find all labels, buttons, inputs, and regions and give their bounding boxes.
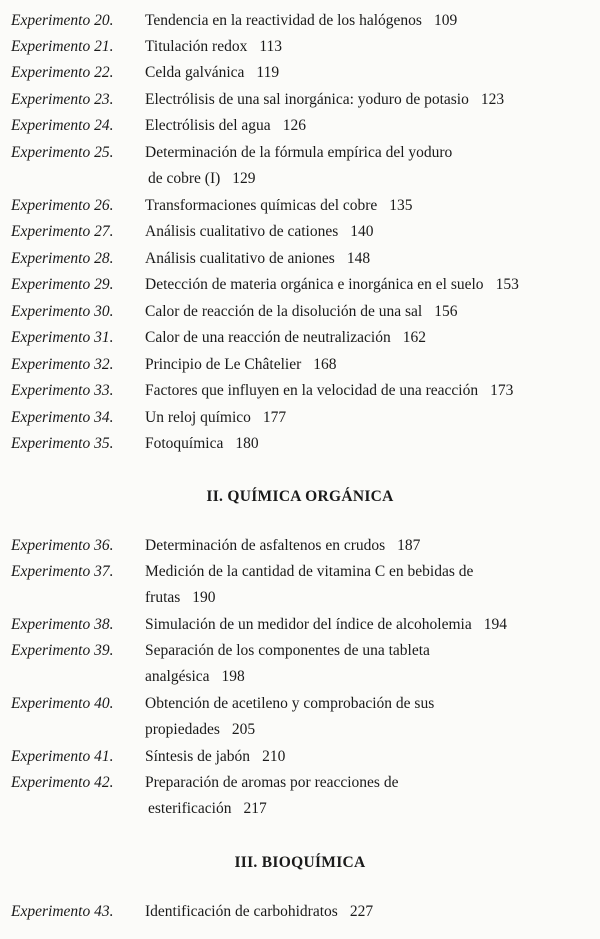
experiment-title: Principio de Le Châtelier 168 [145, 356, 337, 373]
page-number: 156 [434, 303, 458, 320]
experiment-label: Experimento 41. [11, 748, 114, 765]
experiment-label: Experimento 35. [11, 435, 114, 452]
page-number: 148 [346, 250, 371, 267]
experiment-label: Experimento 22. [11, 64, 114, 81]
experiment-label: Experimento 32. [11, 356, 114, 373]
experiment-label: Experimento 43. [11, 903, 114, 920]
page-number: 123 [480, 91, 505, 108]
experiment-label: Experimento 25. [11, 144, 114, 161]
experiment-label: Experimento 33. [11, 382, 114, 399]
page-number: 173 [490, 382, 514, 399]
experiment-title: Determinación de asfaltenos en crudos 187 [145, 537, 421, 554]
experiment-label: Experimento 21. [11, 38, 114, 55]
page-number: 210 [262, 748, 286, 765]
experiment-label: Experimento 20. [11, 12, 114, 29]
experiment-title: Tendencia en la reactividad de los halógenos 109 [145, 12, 458, 29]
experiment-title: Calor de reacción de la disolución de una sal 156 [145, 303, 458, 320]
experiment-title: Análisis cualitativo de cationes 140 [145, 223, 374, 240]
experiment-title: Obtención de acetileno y comprobación de sus [145, 695, 435, 712]
page-number: 190 [192, 589, 216, 606]
experiment-title: Análisis cualitativo de aniones 148 [145, 250, 371, 267]
experiment-label: Experimento 24. [11, 117, 114, 134]
experiment-title: Celda galvánica 119 [145, 64, 280, 81]
page-number: 140 [350, 223, 374, 240]
experiment-label: Experimento 36. [11, 537, 114, 554]
experiment-title: Síntesis de jabón 210 [145, 748, 286, 765]
page-number: 126 [282, 117, 306, 134]
section-heading: III. BIOQUÍMICA [234, 854, 366, 871]
experiment-title: Electrólisis del agua 126 [145, 117, 306, 134]
experiment-title: Medición de la cantidad de vitamina C en bebidas de [145, 563, 474, 580]
experiment-label: Experimento 27. [11, 223, 114, 240]
experiment-title: Separación de los componentes de una tableta [145, 642, 430, 659]
experiment-label: Experimento 37. [11, 563, 114, 580]
experiment-title: Detección de materia orgánica e inorgánica en el suelo 153 [145, 276, 519, 293]
experiment-title: Titulación redox 113 [145, 38, 283, 55]
experiment-label: Experimento 26. [11, 197, 114, 214]
experiment-label: Experimento 31. [11, 329, 114, 346]
experiment-title-continuation: de cobre (I) 129 [148, 170, 256, 187]
page-number: 129 [232, 170, 256, 187]
experiment-title-continuation: propiedades 205 [145, 721, 256, 738]
page-number: 194 [483, 616, 507, 633]
experiment-label: Experimento 34. [11, 409, 114, 426]
experiment-label: Experimento 28. [11, 250, 114, 267]
experiment-title: Un reloj químico 177 [145, 409, 287, 426]
page-number: 135 [389, 197, 413, 214]
page-number: 180 [235, 435, 259, 452]
experiment-title: Transformaciones químicas del cobre 135 [145, 197, 413, 214]
experiment-title: Electrólisis de una sal inorgánica: yoduro de potasio 123 [145, 91, 505, 108]
page-number: 168 [313, 356, 337, 373]
page-number: 153 [495, 276, 519, 293]
experiment-title-continuation: frutas 190 [145, 589, 216, 606]
experiment-title-continuation: analgésica 198 [145, 668, 245, 685]
page-number: 109 [433, 12, 458, 29]
experiment-label: Experimento 30. [11, 303, 114, 320]
experiment-label: Experimento 40. [11, 695, 114, 712]
experiment-title: Identificación de carbohidratos 227 [145, 903, 374, 920]
experiment-title: Fotoquímica 180 [145, 435, 259, 452]
page-number: 113 [259, 38, 283, 55]
section-heading: II. QUÍMICA ORGÁNICA [206, 488, 394, 505]
page-number: 187 [397, 537, 421, 554]
experiment-label: Experimento 23. [11, 91, 114, 108]
page-number: 198 [221, 668, 245, 685]
page-number: 162 [402, 329, 426, 346]
page-number: 205 [231, 721, 256, 738]
page-number: 227 [349, 903, 374, 920]
experiment-title: Determinación de la fórmula empírica del yoduro [145, 144, 453, 161]
experiment-label: Experimento 29. [11, 276, 114, 293]
experiment-title: Simulación de un medidor del índice de alcoholemia 194 [145, 616, 507, 633]
experiment-label: Experimento 42. [11, 774, 114, 791]
experiment-title-continuation: esterificación 217 [148, 800, 267, 817]
page-number: 177 [262, 409, 287, 426]
experiment-title: Factores que influyen en la velocidad de una reacción 173 [145, 382, 514, 399]
experiment-title: Preparación de aromas por reacciones de [145, 774, 399, 791]
experiment-title: Calor de una reacción de neutralización 162 [145, 329, 426, 346]
experiment-label: Experimento 38. [11, 616, 114, 633]
page-number: 217 [243, 800, 267, 817]
page-number: 119 [256, 64, 280, 81]
experiment-label: Experimento 39. [11, 642, 114, 659]
